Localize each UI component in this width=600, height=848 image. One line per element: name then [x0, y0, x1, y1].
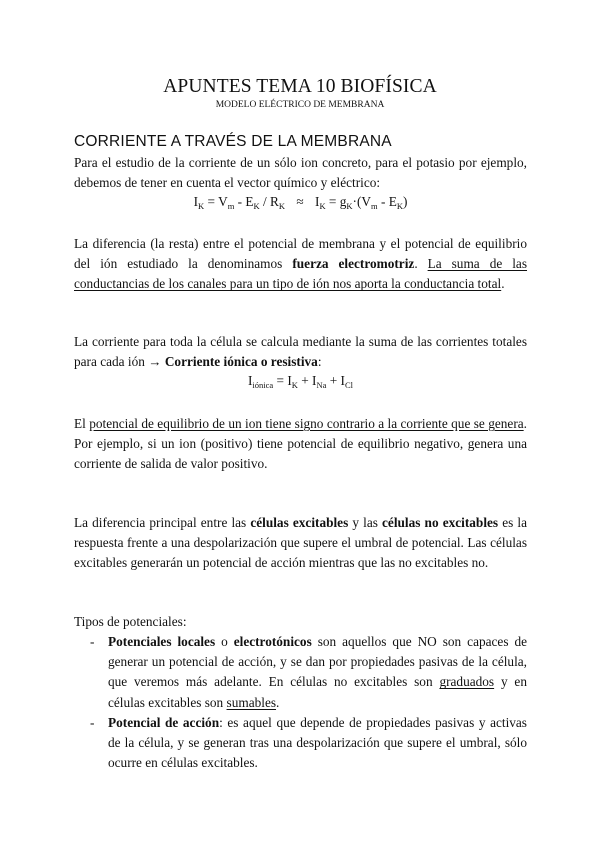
- paragraph-intro: Para el estudio de la corriente de un sólo ion concreto, para el potasio por ejemplo, debemos de tener en cuenta el vector químico y eléctrico:: [74, 155, 527, 191]
- paragraph-electromotive-force: La diferencia (la resta) entre el potencial de membrana y el potencial de equilibrio del ión estudiado la denominamos fuerza electromotriz. La suma de las conductancias de los canales para un tipo de ión nos aporta la conductancia total.: [74, 236, 528, 292]
- list-item: - Potencial de acción: es aquel que depende de propiedades pasivas y activas de la célula, y se generan tras una despolarización que supere el umbral, sólo ocurre en células excitables.: [90, 714, 527, 771]
- paragraph-excitable-cells: La diferencia principal entre las células excitables y las células no excitables es la respuesta frente a una despolarización que supere el umbral de potencial. Las células excitables generarán un potencial de acción mientras que las no excitables no.: [74, 515, 528, 571]
- term-fuerza-electromotriz: fuerza electromotriz: [292, 256, 415, 272]
- paragraph-ionic-current: La corriente para toda la célula se calcula mediante la suma de las corrientes totales para cada ión → Corriente iónica o resistiva:: [74, 334, 527, 370]
- paragraph-equilibrium-sign: El potencial de equilibrio de un ion tiene signo contrario a la corriente que se genera. Por ejemplo, si un ion (positivo) tiene potencial de equilibrio negativo, genera una corriente de salida de valor positivo.: [74, 416, 527, 472]
- list-bullet: -: [90, 714, 95, 730]
- equation-potassium-current: $I_K = V_m - E_K / R_K \approx I_K = g_K\cdot(V_m - E_K)$: [193, 194, 408, 211]
- term-celulas-excitables: células excitables: [250, 515, 349, 530]
- term-celulas-no-excitables: células no excitables: [382, 515, 499, 530]
- underlined-potencial-equilibrio: potencial de equilibrio de un ion tiene signo contrario a la corriente que se genera: [89, 416, 524, 431]
- list-item: - Potenciales locales o electrotónicos son aquellos que NO son capaces de generar un potencial de acción, y se dan por propiedades pasivas de la célula, que veremos más adelante. En células no excitables son graduados y en células excitables son sumables.: [90, 634, 528, 710]
- underlined-conductancia: La suma de las conductancias de los canales para un tipo de ión nos aporta la conductancia total: [74, 256, 528, 292]
- section-heading: CORRIENTE A TRAVÉS DE LA MEMBRANA: [74, 133, 392, 150]
- document-subtitle: MODELO ELÉCTRICO DE MEMBRANA: [215, 100, 385, 110]
- equation-ionic-current: $I_{iónica} = I_K + I_{Na} + I_{Cl}$: [247, 373, 354, 390]
- list-bullet: -: [90, 634, 95, 649]
- potential-types-list: [74, 632, 527, 773]
- term-corriente-ionica: Corriente iónica o resistiva: [164, 354, 318, 370]
- document-title: APUNTES TEMA 10 BIOFÍSICA: [163, 76, 437, 97]
- paragraph-types-intro: Tipos de potenciales:: [74, 614, 187, 629]
